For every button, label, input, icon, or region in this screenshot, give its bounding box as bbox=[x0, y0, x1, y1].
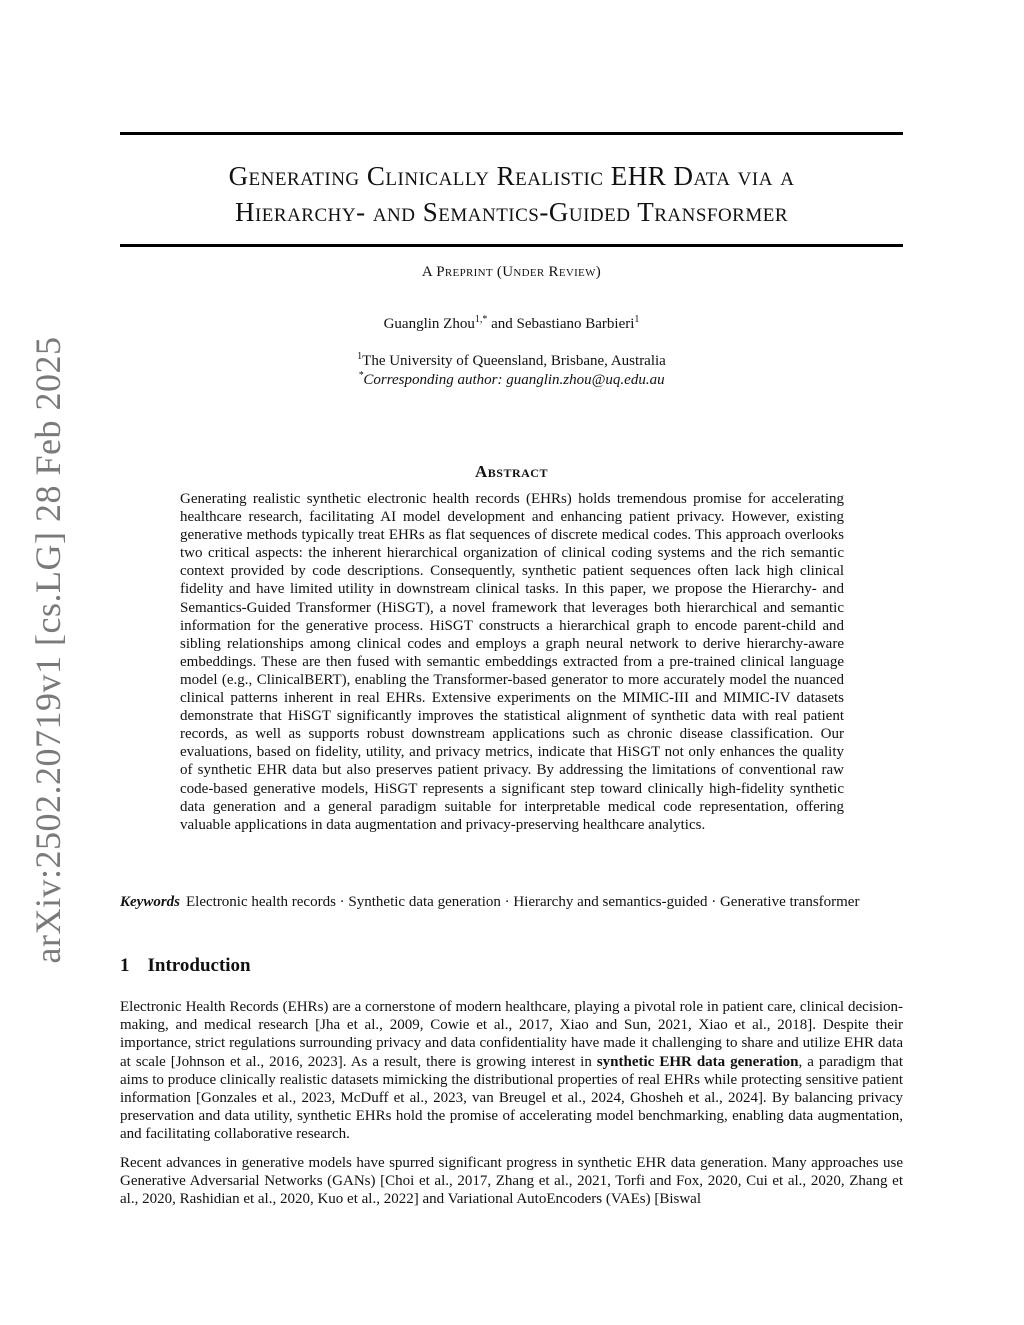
author-affiliation-mark: 1 bbox=[634, 314, 640, 325]
corresponding-author-line bbox=[120, 371, 903, 390]
corresponding-mark: * bbox=[358, 370, 364, 381]
keywords bbox=[120, 893, 903, 912]
paper-title-line-1: Generating Clinically Realistic EHR Data via a bbox=[228, 161, 795, 191]
title-top-rule bbox=[120, 132, 903, 135]
keywords-text: Electronic health records · Synthetic data generation · Hierarchy and semantics-guided · Generative transformer bbox=[186, 894, 860, 910]
paper-title bbox=[120, 158, 903, 230]
paper-title-line-2: Hierarchy- and Semantics-Guided Transformer bbox=[234, 197, 789, 227]
paragraph-text: Electronic Health Records (EHRs) are a cornerstone of modern healthcare, playing a pivotal role in patient care, clinical decision-making, and medical research [Jha et al., 2009, Cowie et al., 2017, Xiao and Sun, 2021, Xiao et al., 2018]. Despite their importance, strict regulations surrounding privacy and data confidentiality have made it challenging to share and utilize EHR data at scale [Johnson et al., 2016, 2023]. As a result, there is growing interest in bbox=[120, 999, 903, 1070]
author-joiner: and bbox=[487, 316, 517, 332]
affiliations bbox=[120, 352, 903, 390]
introduction-paragraph-1 bbox=[120, 998, 903, 1144]
section-number: 1 bbox=[120, 955, 130, 976]
abstract-heading: Abstract bbox=[475, 462, 548, 481]
section-title: Introduction bbox=[147, 955, 251, 976]
affiliation-mark: 1 bbox=[357, 351, 363, 362]
author-list bbox=[120, 316, 903, 333]
affiliation-text: The University of Queensland, Brisbane, Australia bbox=[362, 353, 666, 369]
title-bottom-rule bbox=[120, 244, 903, 247]
author-name: Guanglin Zhou bbox=[383, 316, 475, 332]
paragraph-emphasis: synthetic EHR data generation bbox=[596, 1053, 799, 1070]
keywords-label: Keywords bbox=[120, 894, 180, 910]
arxiv-identifier: arXiv:2502.20719v1 [cs.LG] 28 Feb 2025 bbox=[28, 336, 68, 964]
corresponding-author-text: Corresponding author: guanglin.zhou@uq.edu.au bbox=[363, 372, 665, 388]
author-affiliation-mark: 1,* bbox=[474, 314, 488, 325]
paragraph-text: , a paradigm that aims to produce clinically realistic datasets mimicking the distributional properties of real EHRs while protecting sensitive patient information [Gonzales et al., 2023, McDuff et al., 2023, van Breugel et al., 2024, Ghosheh et al., 2024]. By balancing privacy preservation and data utility, synthetic EHRs hold the promise of accelerating model benchmarking, enabling data augmentation, and facilitating collaborative research. bbox=[120, 1053, 903, 1143]
preprint-label: A Preprint (Under Review) bbox=[421, 264, 602, 280]
introduction-paragraph-2: Recent advances in generative models have spurred significant progress in synthetic EHR data generation. Many approaches use Generative Adversarial Networks (GANs) [Choi et al., 2017, Zhang et al., 2021, Torfi and Fox, 2020, Cui et al., 2020, Zhang et al., 2020, Rashidian et al., 2020, Kuo et al., 2022] and Variational AutoEncoders (VAEs) [Biswal bbox=[120, 1155, 903, 1208]
abstract-body: Generating realistic synthetic electronic health records (EHRs) holds tremendous promise for accelerating healthcare research, facilitating AI model development and enhancing patient privacy. However, existing generative methods typically treat EHRs as flat sequences of discrete medical codes. This approach overlooks two critical aspects: the inherent hierarchical organization of clinical coding systems and the rich semantic context provided by code descriptions. Consequently, synthetic patient sequences often lack high clinical fidelity and have limited utility in downstream clinical tasks. In this paper, we propose the Hierarchy- and Semantics-Guided Transformer (HiSGT), a novel framework that leverages both hierarchical and semantic information for the generative process. HiSGT constructs a hierarchical graph to encode parent-child and sibling relationships among clinical codes and employs a graph neural network to derive hierarchy-aware embeddings. These are then fused with semantic embeddings extracted from a pre-trained clinical language model (e.g., ClinicalBERT), enabling the Transformer-based generator to more accurately model the nuanced clinical patterns inherent in real EHRs. Extensive experiments on the MIMIC-III and MIMIC-IV datasets demonstrate that HiSGT significantly improves the statistical alignment of synthetic data with real patient records, as well as supports robust downstream applications such as chronic disease classification. Our evaluations, based on fidelity, utility, and privacy metrics, indicate that HiSGT not only enhances the quality of synthetic EHR data but also preserves patient privacy. By addressing the limitations of conventional raw code-based generative models, HiSGT represents a significant step toward clinically high-fidelity synthetic data generation and a general paradigm suitable for interpretable medical code representation, offering valuable applications in data augmentation and privacy-preserving healthcare analytics. bbox=[180, 491, 844, 833]
affiliation-line bbox=[120, 352, 903, 371]
author-name: Sebastiano Barbieri bbox=[516, 316, 635, 332]
section-heading bbox=[120, 955, 903, 977]
